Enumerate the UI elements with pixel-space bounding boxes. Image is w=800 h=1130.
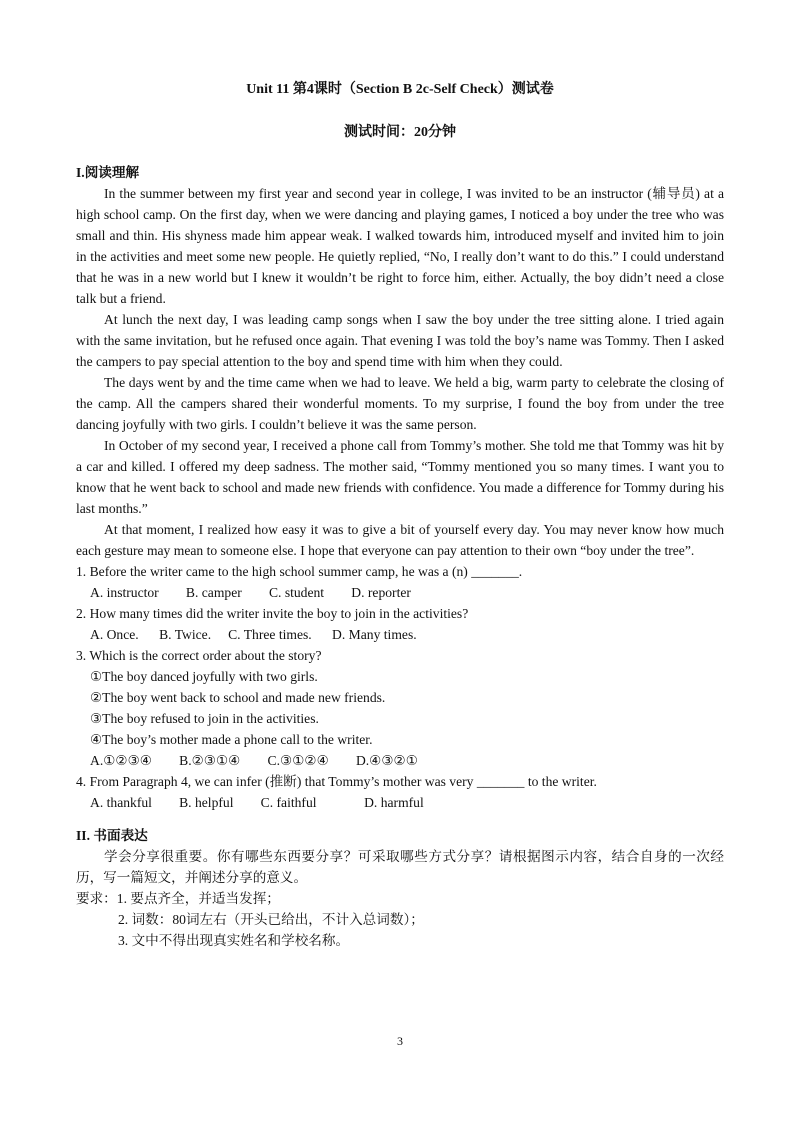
question-3-item-2: ②The boy went back to school and made new friends. [90, 690, 386, 705]
question-4-options: A. thankful B. helpful C. faithful D. harmful [90, 795, 424, 810]
question-2-options: A. Once. B. Twice. C. Three times. D. Many times. [90, 627, 417, 642]
question-4: 4. From Paragraph 4, we can infer (推断) that Tommy’s mother was very _______ to the writer. [76, 774, 597, 789]
question-3-item-1: ①The boy danced joyfully with two girls. [90, 669, 318, 684]
question-3-item-4: ④The boy’s mother made a phone call to the writer. [90, 732, 373, 747]
passage-paragraph-5: At that moment, I realized how easy it was to give a bit of yourself every day. You may never know how much each gesture may mean to someone else. I hope that everyone can pay attention to their own “boy under the tree”. [76, 522, 724, 558]
test-time: 测试时间：20分钟 [344, 125, 456, 140]
page-content [76, 162, 724, 951]
question-3-options: A.①②③④ B.②③①④ C.③①②④ D.④③②① [90, 753, 418, 768]
passage-paragraph-1: In the summer between my first year and second year in college, I was invited to be an instructor (辅导员) at a high school camp. On the first day, when we were dancing and playing games, I noticed a boy under the tree who was small and thin. His shyness made him appear weak. I walked towards him, introduced myself and invited him to join in the activities and meet some new people. He quietly replied, “No, I really don’t want to do this.” I could understand that he was in a new world but I knew it wouldn’t be right to force him, either. Actually, the boy didn’t need a close talk but a friend. [76, 186, 724, 306]
question-3: 3. Which is the correct order about the story? [76, 648, 322, 663]
question-1: 1. Before the writer came to the high school summer camp, he was a (n) _______. [76, 564, 523, 579]
question-2: 2. How many times did the writer invite the boy to join in the activities? [76, 606, 469, 621]
section1-heading: I.阅读理解 [76, 165, 140, 180]
requirement-2: 2. 词数：80词左右（开头已给出，不计入总词数）； [118, 912, 424, 927]
question-3-item-3: ③The boy refused to join in the activities. [90, 711, 319, 726]
question-1-options: A. instructor B. camper C. student D. reporter [90, 585, 411, 600]
page-title: Unit 11 第4课时（Section B 2c-Self Check）测试卷 [246, 82, 554, 97]
section2-heading: II. 书面表达 [76, 828, 148, 843]
page-number: 3 [397, 1034, 403, 1048]
writing-prompt: 学会分享很重要。你有哪些东西要分享？可采取哪些方式分享？请根据图示内容，结合自身的一次经历，写一篇短文，并阐述分享的意义。 [76, 849, 724, 885]
requirement-3: 3. 文中不得出现真实姓名和学校名称。 [118, 933, 350, 948]
section2 [76, 825, 724, 951]
passage-paragraph-3: The days went by and the time came when we had to leave. We held a big, warm party to celebrate the closing of the camp. All the campers shared their wonderful moments. To my surprise, I found the boy from under the tree dancing joyfully with two girls. I couldn’t believe it was the same person. [76, 375, 724, 432]
passage-paragraph-2: At lunch the next day, I was leading camp songs when I saw the boy under the tree sitting alone. I tried again with the same invitation, but he refused once again. That evening I was told the boy’s name was Tommy. Then I asked the campers to pay special attention to the boy and spend time with him when they could. [76, 312, 724, 369]
passage-paragraph-4: In October of my second year, I received a phone call from Tommy’s mother. She told me that Tommy was hit by a car and killed. I offered my deep sadness. The mother said, “Tommy mentioned you so many times. I want you to know that he went back to school and made new friends with confidence. You made a difference for Tommy during his last months.” [76, 438, 724, 516]
requirement-1: 要求：1. 要点齐全，并适当发挥； [76, 891, 280, 906]
